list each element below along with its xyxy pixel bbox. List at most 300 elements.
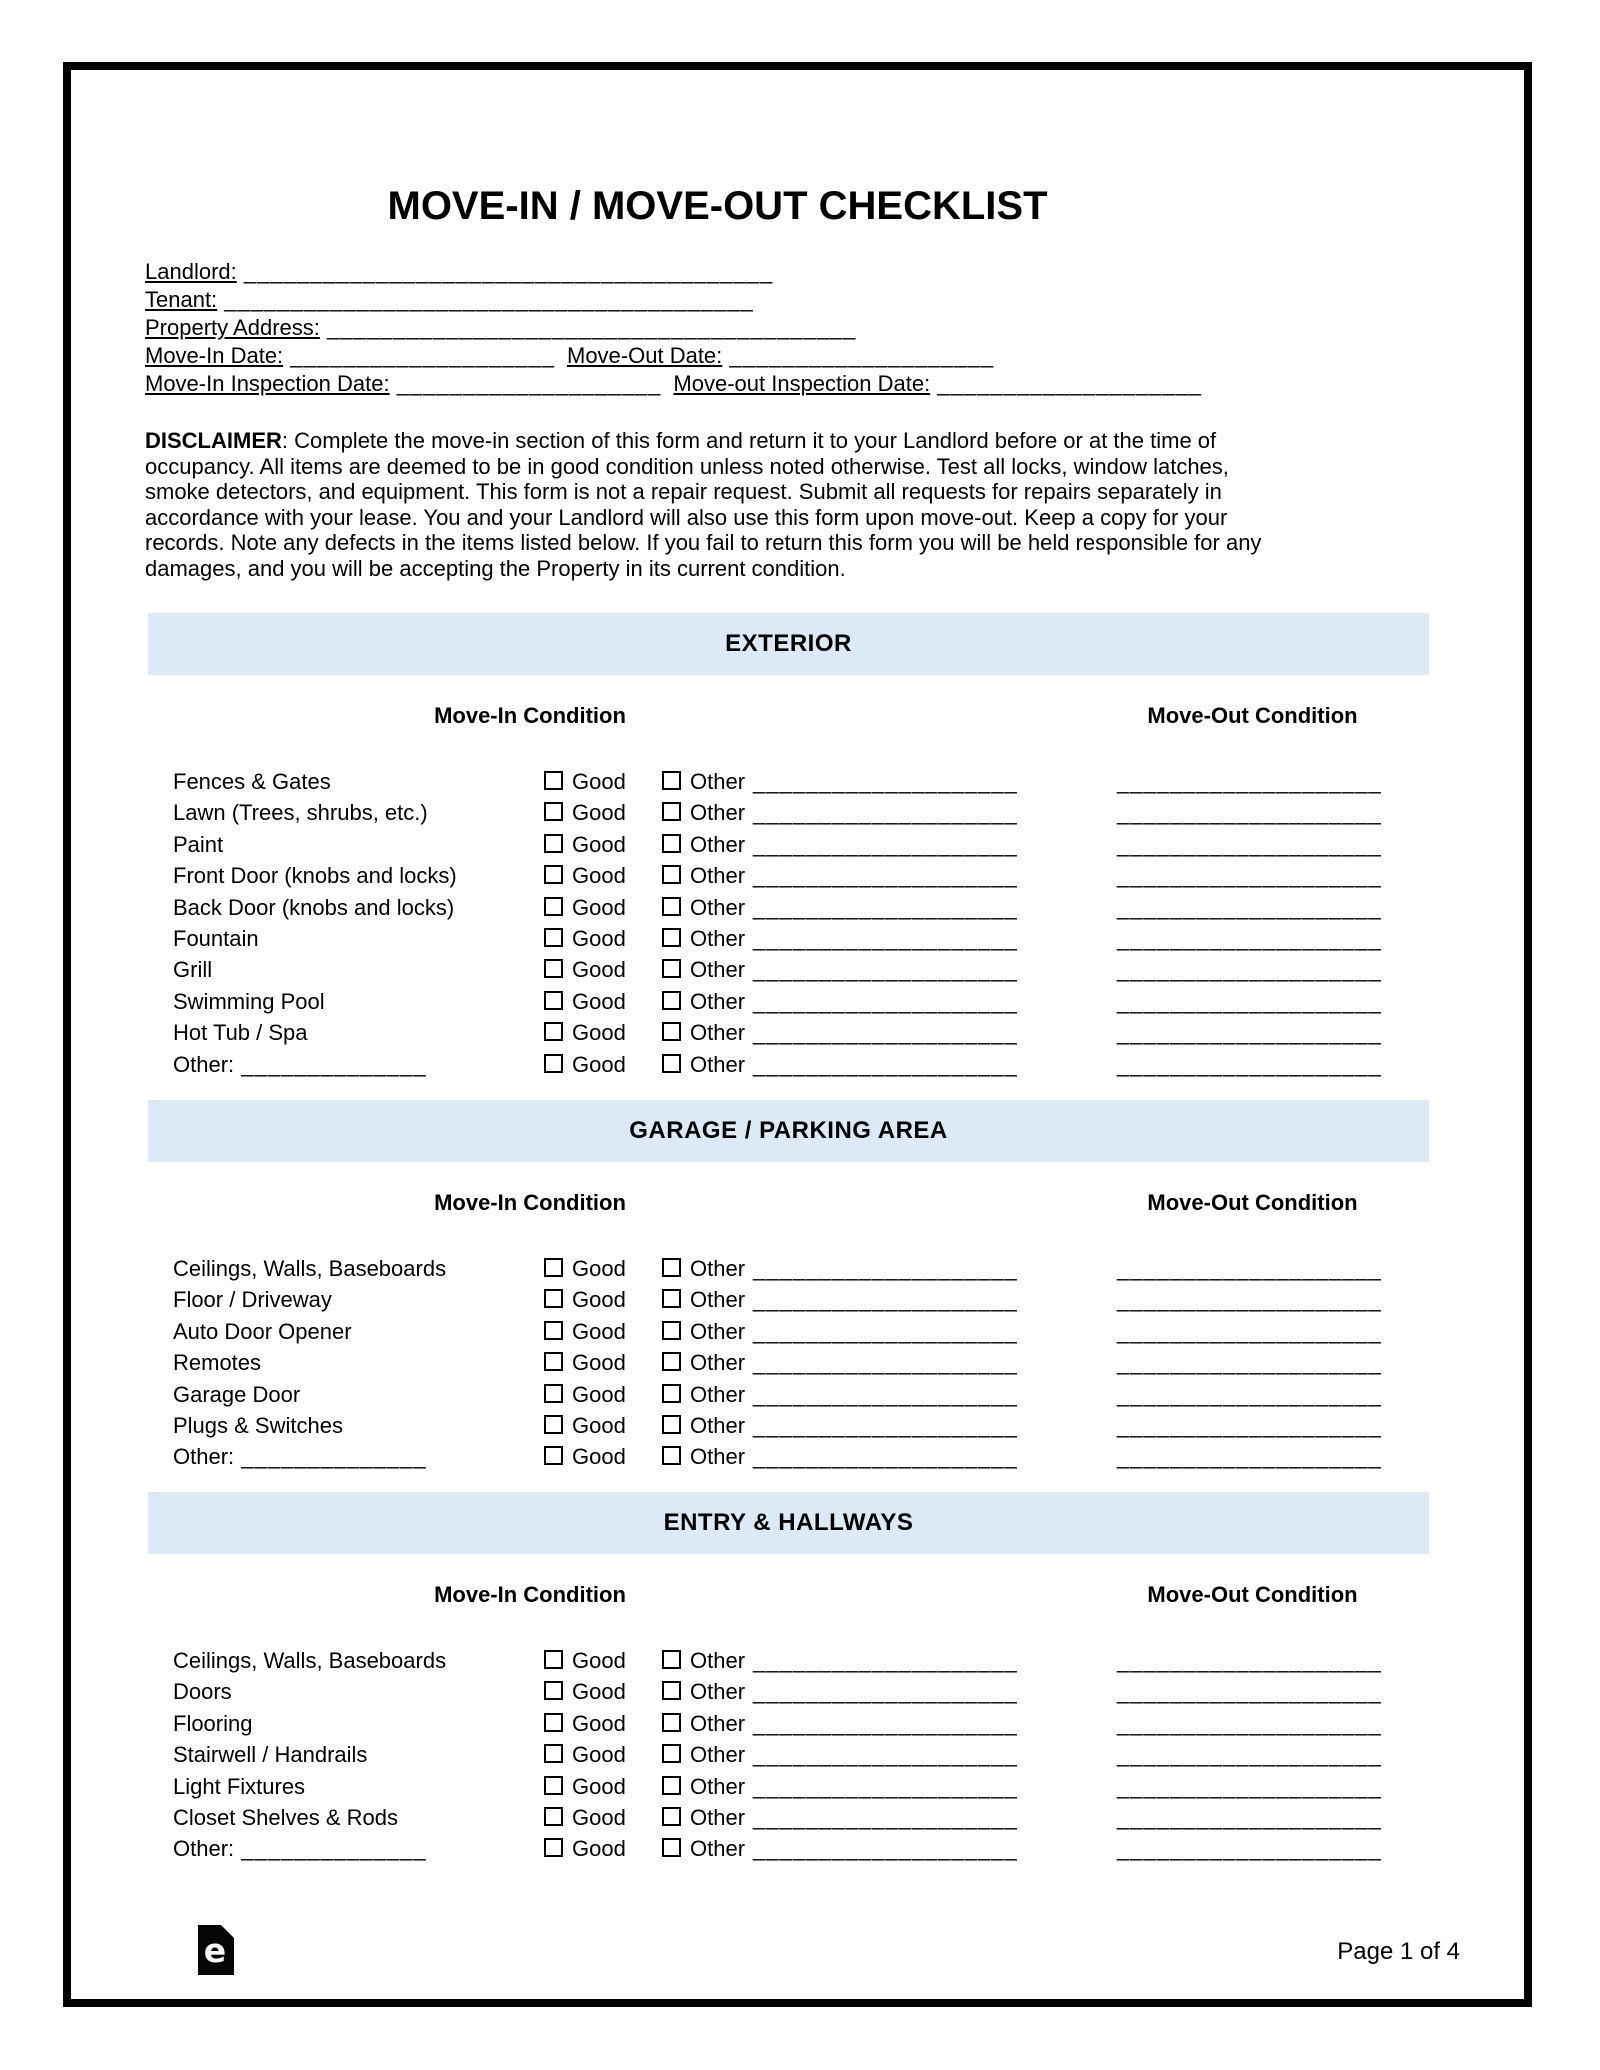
other-option [662, 1645, 745, 1677]
item-label [173, 1347, 261, 1379]
item-label-text: Other: [173, 1836, 235, 1862]
item-label-text: Ceilings, Walls, Baseboards [173, 1648, 447, 1673]
item-label-text: Doors [173, 1679, 232, 1705]
good-label: Good [572, 831, 626, 857]
move-out-condition-header: Move-Out Condition [1147, 1582, 1358, 1607]
other-label: Other [690, 988, 746, 1014]
move-out-condition-blank[interactable]: ____________________ [1117, 1381, 1382, 1407]
good-label: Good [572, 988, 626, 1014]
move-in-condition-header: Move-In Condition [434, 703, 626, 728]
other-option [662, 1253, 745, 1285]
move-out-condition-header: Move-Out Condition [1147, 1190, 1358, 1215]
other-condition-blank[interactable]: ____________________ [753, 1051, 1018, 1077]
good-label: Good [572, 926, 626, 951]
other-condition-blank[interactable]: ____________________ [753, 769, 1018, 794]
good-option [544, 829, 626, 861]
good-checkbox[interactable] [544, 1681, 563, 1700]
good-label: Good [572, 1020, 626, 1046]
item-label-text: Floor / Driveway [173, 1287, 332, 1313]
field-blank-landlord[interactable]: ________________________________________ [236, 259, 774, 284]
other-option [662, 1017, 745, 1049]
good-label: Good [572, 1381, 626, 1407]
move-out-condition-blank[interactable]: ____________________ [1117, 1773, 1382, 1799]
good-option [544, 1708, 626, 1740]
other-condition-blank[interactable]: ____________________ [753, 957, 1018, 983]
eforms-logo [198, 1925, 234, 1975]
disclaimer-text: : Complete the move-in section of this form and return it to your Landlord before or at the time of occupancy. All items are deemed to be in good condition unless noted otherwise. Test all locks, window latches, smoke detectors, and equipment. This form is not a repair request. Submit all requests for repairs separately in accordance with your lease. You and your Landlord will also use this form upon move-out. Keep a copy for your records. Note any defects in the items listed below. If you fail to return this form you will be held responsible for any damages, and you will be accepting the Property in its current condition. [145, 428, 1262, 581]
item-label-text: Fences & Gates [173, 769, 331, 794]
other-option [662, 1410, 745, 1442]
good-option [544, 1739, 626, 1771]
field-label-move-out-inspection-date: Move-out Inspection Date: [673, 371, 931, 396]
good-option [544, 1284, 626, 1316]
other-condition-blank[interactable]: ____________________ [753, 1836, 1018, 1862]
field-blank-move-out-inspection-date[interactable]: ____________________ [930, 371, 1203, 396]
checklist-row-ceilings-walls-baseboards [0, 1253, 1600, 1285]
good-checkbox[interactable] [544, 1258, 563, 1277]
other-option [662, 1316, 745, 1348]
other-checkbox[interactable] [662, 1713, 681, 1732]
item-label-text: Fountain [173, 926, 259, 951]
other-condition-blank[interactable]: ____________________ [753, 988, 1018, 1014]
form-header-fields [145, 258, 1202, 398]
other-label: Other [690, 1413, 746, 1438]
move-out-condition-blank[interactable]: ____________________ [1117, 769, 1382, 794]
good-label: Good [572, 1256, 626, 1281]
other-condition-blank[interactable]: ____________________ [753, 926, 1018, 951]
move-out-condition-blank[interactable]: ____________________ [1117, 1287, 1382, 1313]
good-checkbox[interactable] [544, 1446, 563, 1465]
move-out-condition-blank[interactable]: ____________________ [1117, 1805, 1382, 1830]
other-option [662, 766, 745, 798]
form-field-row [145, 286, 1202, 314]
checklist-row-paint [0, 829, 1600, 861]
good-label: Good [572, 1805, 626, 1830]
good-option [544, 797, 626, 829]
checklist-row-plugs-switches [0, 1410, 1600, 1442]
checklist-row-entry-hallways-other [0, 1833, 1600, 1865]
move-out-condition-blank[interactable]: ____________________ [1117, 926, 1382, 951]
good-label: Good [572, 1350, 626, 1376]
item-label [173, 1316, 352, 1348]
good-checkbox[interactable] [544, 802, 563, 821]
field-label-move-in-inspection-date: Move-In Inspection Date: [145, 371, 390, 396]
other-option [662, 1708, 745, 1740]
other-label: Other [690, 894, 746, 920]
good-label: Good [572, 1051, 626, 1077]
good-option [544, 1316, 626, 1348]
item-other-blank[interactable]: ______________ [234, 1444, 427, 1470]
other-option [662, 986, 745, 1018]
good-checkbox[interactable] [544, 1415, 563, 1434]
other-condition-blank[interactable]: ____________________ [753, 800, 1018, 826]
other-checkbox[interactable] [662, 1650, 681, 1669]
section-garage-parking-area [0, 1100, 1600, 1475]
other-option [662, 923, 745, 955]
item-label-text: Other: [173, 1444, 235, 1470]
other-label: Other [690, 800, 746, 826]
checklist-row-garage-door [0, 1379, 1600, 1411]
other-condition-blank[interactable]: ____________________ [753, 1256, 1018, 1281]
checklist-row-back-door-knobs-and-locks [0, 892, 1600, 924]
good-label: Good [572, 800, 626, 826]
page-number: Page 1 of 4 [1337, 1938, 1460, 1965]
other-condition-blank[interactable]: ____________________ [753, 831, 1018, 857]
other-label: Other [690, 1805, 746, 1830]
other-checkbox[interactable] [662, 1807, 681, 1826]
item-label [173, 1441, 427, 1473]
other-condition-blank[interactable]: ____________________ [753, 894, 1018, 920]
other-checkbox[interactable] [662, 802, 681, 821]
checklist-row-stairwell-handrails [0, 1739, 1600, 1771]
item-other-blank[interactable]: ______________ [234, 1836, 427, 1862]
good-checkbox[interactable] [544, 928, 563, 947]
good-option [544, 1676, 626, 1708]
item-label-text: Other: [173, 1051, 235, 1077]
good-checkbox[interactable] [544, 1352, 563, 1371]
good-checkbox[interactable] [544, 1289, 563, 1308]
good-checkbox[interactable] [544, 959, 563, 978]
item-label-text: Light Fixtures [173, 1773, 306, 1799]
checklist-row-doors [0, 1676, 1600, 1708]
checklist-row-exterior-other [0, 1049, 1600, 1081]
other-option [662, 1802, 745, 1834]
good-checkbox[interactable] [544, 771, 563, 790]
item-label [173, 954, 212, 986]
field-blank-tenant[interactable]: ________________________________________ [217, 287, 754, 312]
good-label: Good [572, 1773, 626, 1799]
other-option [662, 829, 745, 861]
field-label-move-in-date: Move-In Date: [145, 343, 284, 368]
other-label: Other [690, 831, 746, 857]
checklist-row-lawn-trees-shrubs-etc [0, 797, 1600, 829]
good-option [544, 860, 626, 892]
good-option [544, 1049, 626, 1081]
other-label: Other [690, 1287, 746, 1313]
good-label: Good [572, 769, 626, 794]
other-option [662, 1771, 745, 1803]
other-condition-blank[interactable]: ____________________ [753, 1805, 1018, 1830]
move-out-condition-blank[interactable]: ____________________ [1117, 1318, 1382, 1344]
other-checkbox[interactable] [662, 1054, 681, 1073]
section-header-entry-hallways: ENTRY & HALLWAYS [148, 1492, 1429, 1554]
item-label-text: Auto Door Opener [173, 1318, 352, 1344]
good-checkbox[interactable] [544, 1650, 563, 1669]
field-blank-property-address[interactable]: ________________________________________ [319, 315, 857, 340]
other-checkbox[interactable] [662, 1415, 681, 1434]
other-checkbox[interactable] [662, 1352, 681, 1371]
item-label [173, 1049, 427, 1081]
item-label [173, 1410, 343, 1442]
item-label [173, 986, 325, 1018]
good-label: Good [572, 957, 626, 983]
checklist-row-flooring [0, 1708, 1600, 1740]
move-out-condition-blank[interactable]: ____________________ [1117, 1742, 1382, 1768]
section-header-exterior: EXTERIOR [148, 613, 1429, 675]
good-option [544, 766, 626, 798]
good-option [544, 986, 626, 1018]
other-option [662, 1049, 745, 1081]
checklist-row-front-door-knobs-and-locks [0, 860, 1600, 892]
section-header-garage-parking-area: GARAGE / PARKING AREA [148, 1100, 1429, 1162]
item-label [173, 1645, 446, 1677]
form-field-row [145, 258, 1202, 286]
item-label-text: Ceilings, Walls, Baseboards [173, 1256, 447, 1281]
other-label: Other [690, 1648, 746, 1673]
field-blank-move-out-date[interactable]: ____________________ [722, 343, 995, 368]
item-label [173, 892, 454, 924]
move-out-condition-blank[interactable]: ____________________ [1117, 1020, 1382, 1046]
item-label-text: Paint [173, 831, 224, 857]
good-label: Good [572, 894, 626, 920]
item-label [173, 766, 331, 798]
other-condition-blank[interactable]: ____________________ [753, 1710, 1018, 1736]
checklist-row-auto-door-opener [0, 1316, 1600, 1348]
form-field-row [145, 314, 1202, 342]
move-out-condition-header: Move-Out Condition [1147, 703, 1358, 728]
item-label [173, 829, 223, 861]
disclaimer-paragraph [145, 428, 1270, 581]
move-out-condition-blank[interactable]: ____________________ [1117, 1413, 1382, 1438]
field-label-property-address: Property Address: [145, 315, 320, 340]
other-condition-blank[interactable]: ____________________ [753, 1742, 1018, 1768]
other-condition-blank[interactable]: ____________________ [753, 1773, 1018, 1799]
good-checkbox[interactable] [544, 1744, 563, 1763]
other-label: Other [690, 863, 746, 889]
item-label [173, 1253, 446, 1285]
other-checkbox[interactable] [662, 1838, 681, 1857]
good-label: Good [572, 1679, 626, 1705]
other-checkbox[interactable] [662, 959, 681, 978]
section-entry-hallways [0, 1492, 1600, 1867]
move-out-condition-blank[interactable]: ____________________ [1117, 1710, 1382, 1736]
item-label-text: Back Door (knobs and locks) [173, 894, 455, 920]
good-label: Good [572, 863, 626, 889]
other-label: Other [690, 957, 746, 983]
other-label: Other [690, 1710, 746, 1736]
item-label-text: Hot Tub / Spa [173, 1020, 308, 1046]
checklist-row-remotes [0, 1347, 1600, 1379]
other-checkbox[interactable] [662, 1681, 681, 1700]
field-blank-move-in-date[interactable]: ____________________ [283, 343, 555, 368]
move-out-condition-blank[interactable]: ____________________ [1117, 1444, 1382, 1470]
other-option [662, 1347, 745, 1379]
other-label: Other [690, 1256, 746, 1281]
good-label: Good [572, 1836, 626, 1862]
other-label: Other [690, 1350, 746, 1376]
other-condition-blank[interactable]: ____________________ [753, 1318, 1018, 1344]
item-label-text: Plugs & Switches [173, 1413, 343, 1438]
other-checkbox[interactable] [662, 991, 681, 1010]
item-label [173, 1676, 232, 1708]
other-checkbox[interactable] [662, 897, 681, 916]
good-option [544, 1379, 626, 1411]
item-label [173, 1379, 300, 1411]
good-label: Good [572, 1444, 626, 1470]
good-option [544, 954, 626, 986]
other-option [662, 1379, 745, 1411]
good-option [544, 1833, 626, 1865]
form-field-row [145, 342, 1202, 370]
item-label-text: Flooring [173, 1710, 253, 1736]
other-condition-blank[interactable]: ____________________ [753, 1381, 1018, 1407]
checklist-row-floor-driveway [0, 1284, 1600, 1316]
item-label-text: Closet Shelves & Rods [173, 1805, 398, 1830]
other-condition-blank[interactable]: ____________________ [753, 1444, 1018, 1470]
move-out-condition-blank[interactable]: ____________________ [1117, 800, 1382, 826]
good-option [544, 1410, 626, 1442]
other-option [662, 1833, 745, 1865]
move-out-condition-blank[interactable]: ____________________ [1117, 894, 1382, 920]
move-out-condition-blank[interactable]: ____________________ [1117, 1648, 1382, 1673]
good-checkbox[interactable] [544, 1022, 563, 1041]
other-label: Other [690, 1679, 746, 1705]
other-checkbox[interactable] [662, 1446, 681, 1465]
checklist-row-light-fixtures [0, 1771, 1600, 1803]
item-label [173, 1771, 305, 1803]
item-label [173, 1802, 398, 1834]
other-option [662, 954, 745, 986]
field-blank-move-in-inspection-date[interactable]: ____________________ [389, 371, 662, 396]
other-condition-blank[interactable]: ____________________ [753, 1287, 1018, 1313]
other-condition-blank[interactable]: ____________________ [753, 863, 1018, 889]
move-out-condition-blank[interactable]: ____________________ [1117, 1256, 1382, 1281]
logo-letter: e [203, 1931, 227, 1970]
other-checkbox[interactable] [662, 1321, 681, 1340]
item-label [173, 1833, 427, 1865]
other-checkbox[interactable] [662, 834, 681, 853]
other-checkbox[interactable] [662, 771, 681, 790]
other-checkbox[interactable] [662, 1289, 681, 1308]
item-label-text: Stairwell / Handrails [173, 1742, 368, 1768]
item-label [173, 860, 457, 892]
other-condition-blank[interactable]: ____________________ [753, 1679, 1018, 1705]
good-option [544, 1802, 626, 1834]
other-option [662, 1676, 745, 1708]
disclaimer-label: DISCLAIMER [145, 428, 282, 453]
other-option [662, 1739, 745, 1771]
item-label [173, 797, 428, 829]
good-option [544, 1771, 626, 1803]
checklist-row-ceilings-walls-baseboards [0, 1645, 1600, 1677]
good-label: Good [572, 1413, 626, 1438]
checklist-row-fountain [0, 923, 1600, 955]
move-out-condition-blank[interactable]: ____________________ [1117, 1836, 1382, 1862]
other-label: Other [690, 1051, 746, 1077]
good-checkbox[interactable] [544, 1321, 563, 1340]
item-label-text: Garage Door [173, 1381, 301, 1407]
other-option [662, 1441, 745, 1473]
good-checkbox[interactable] [544, 834, 563, 853]
good-checkbox[interactable] [544, 897, 563, 916]
good-option [544, 1645, 626, 1677]
item-other-blank[interactable]: ______________ [234, 1051, 427, 1077]
other-label: Other [690, 1444, 746, 1470]
other-label: Other [690, 769, 746, 794]
good-checkbox[interactable] [544, 865, 563, 884]
good-checkbox[interactable] [544, 1054, 563, 1073]
move-out-condition-blank[interactable]: ____________________ [1117, 988, 1382, 1014]
other-condition-blank[interactable]: ____________________ [753, 1648, 1018, 1673]
good-label: Good [572, 1318, 626, 1344]
item-label-text: Swimming Pool [173, 988, 325, 1014]
item-label-text: Lawn (Trees, shrubs, etc.) [173, 800, 428, 826]
move-out-condition-blank[interactable]: ____________________ [1117, 1051, 1382, 1077]
good-option [544, 1253, 626, 1285]
section-exterior [0, 613, 1600, 1082]
other-condition-blank[interactable]: ____________________ [753, 1350, 1018, 1376]
other-label: Other [690, 1742, 746, 1768]
good-checkbox[interactable] [544, 1384, 563, 1403]
checklist-row-garage-parking-area-other [0, 1441, 1600, 1473]
item-label [173, 923, 259, 955]
good-label: Good [572, 1287, 626, 1313]
good-checkbox[interactable] [544, 991, 563, 1010]
good-option [544, 1347, 626, 1379]
other-condition-blank[interactable]: ____________________ [753, 1020, 1018, 1046]
good-option [544, 892, 626, 924]
good-option [544, 1441, 626, 1473]
good-label: Good [572, 1648, 626, 1673]
item-label [173, 1708, 252, 1740]
good-label: Good [572, 1710, 626, 1736]
other-option [662, 1284, 745, 1316]
item-label-text: Remotes [173, 1350, 262, 1376]
other-checkbox[interactable] [662, 1776, 681, 1795]
move-out-condition-blank[interactable]: ____________________ [1117, 957, 1382, 983]
other-checkbox[interactable] [662, 1258, 681, 1277]
form-field-row [145, 370, 1202, 398]
checklist-row-hot-tub-spa [0, 1017, 1600, 1049]
field-label-tenant: Tenant: [145, 287, 218, 312]
other-label: Other [690, 1381, 746, 1407]
other-checkbox[interactable] [662, 1744, 681, 1763]
other-checkbox[interactable] [662, 928, 681, 947]
checklist-row-grill [0, 954, 1600, 986]
other-condition-blank[interactable]: ____________________ [753, 1413, 1018, 1438]
checklist-row-swimming-pool [0, 986, 1600, 1018]
item-label-text: Front Door (knobs and locks) [173, 863, 457, 889]
good-label: Good [572, 1742, 626, 1768]
other-checkbox[interactable] [662, 1384, 681, 1403]
other-option [662, 797, 745, 829]
move-out-condition-blank[interactable]: ____________________ [1117, 1350, 1382, 1376]
page-title: MOVE-IN / MOVE-OUT CHECKLIST [387, 184, 1048, 228]
other-label: Other [690, 926, 746, 951]
move-out-condition-blank[interactable]: ____________________ [1117, 831, 1382, 857]
good-option [544, 923, 626, 955]
checklist-row-closet-shelves-rods [0, 1802, 1600, 1834]
move-in-condition-header: Move-In Condition [434, 1582, 626, 1607]
good-checkbox[interactable] [544, 1838, 563, 1857]
item-label [173, 1284, 332, 1316]
move-out-condition-blank[interactable]: ____________________ [1117, 1679, 1382, 1705]
other-label: Other [690, 1318, 746, 1344]
good-checkbox[interactable] [544, 1713, 563, 1732]
field-label-move-out-date: Move-Out Date: [567, 343, 723, 368]
other-checkbox[interactable] [662, 865, 681, 884]
other-option [662, 860, 745, 892]
item-label-text: Grill [173, 957, 213, 983]
item-label [173, 1739, 367, 1771]
move-in-condition-header: Move-In Condition [434, 1190, 626, 1215]
checklist-row-fences-gates [0, 766, 1600, 798]
field-label-landlord: Landlord: [145, 259, 237, 284]
good-checkbox[interactable] [544, 1776, 563, 1795]
move-out-condition-blank[interactable]: ____________________ [1117, 863, 1382, 889]
good-checkbox[interactable] [544, 1807, 563, 1826]
other-checkbox[interactable] [662, 1022, 681, 1041]
